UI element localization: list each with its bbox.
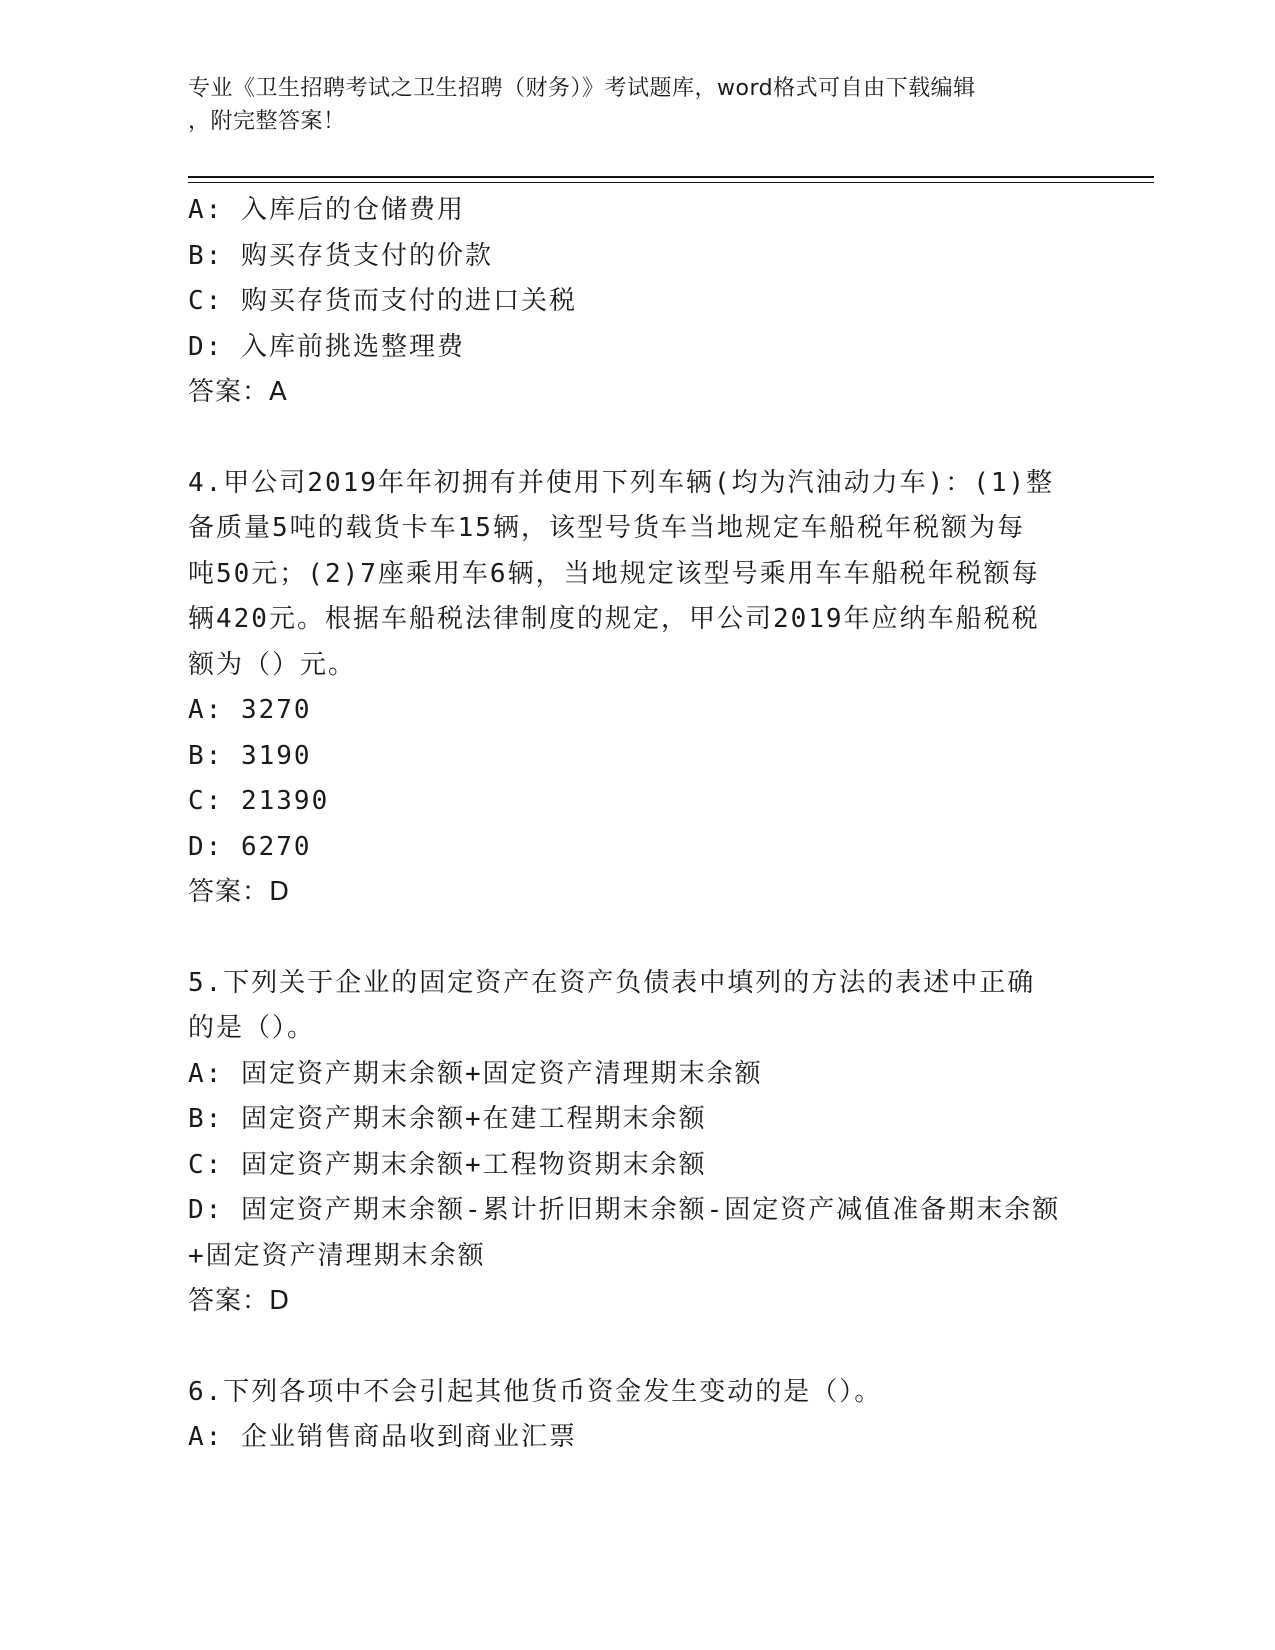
question-stem-line: 6.下列各项中不会引起其他货币资金发生变动的是（）。 <box>188 1376 883 1407</box>
option-c: C: 购买存货而支付的进口关税 <box>188 286 577 316</box>
answer-line: 答案：D <box>188 1286 291 1316</box>
document-header <box>188 72 1068 138</box>
question-stem-line: 5.下列关于企业的固定资产在资产负债表中填列的方法的表述中正确 <box>188 967 1036 998</box>
question-stem-line: 辆420元。根据车船税法律制度的规定，甲公司2019年应纳车船税税 <box>188 604 1040 634</box>
question-stem-line: 备质量5吨的载货卡车15辆，该型号货车当地规定车船税年税额为每 <box>188 513 1025 543</box>
spacer <box>188 1325 1088 1370</box>
question-5 <box>188 961 1088 1325</box>
option-a: A: 企业销售商品收到商业汇票 <box>188 1422 577 1452</box>
question-3 <box>188 188 1088 416</box>
header-line-1: 专业《卫生招聘考试之卫生招聘（财务）》考试题库，word格式可自由下载编辑 <box>188 76 976 101</box>
answer-line: 答案：D <box>188 877 291 907</box>
option-a: A: 固定资产期末余额+固定资产清理期末余额 <box>188 1058 763 1089</box>
answer-line: 答案：A <box>188 377 288 407</box>
option-a: A: 3270 <box>188 695 312 725</box>
spacer <box>188 416 1088 461</box>
option-d-continued: +固定资产清理期末余额 <box>188 1240 486 1271</box>
question-stem-line: 吨50元；(2)7座乘用车6辆，当地规定该型号乘用车车船税年税额每 <box>188 558 1040 589</box>
header-rule-thick <box>188 176 1154 178</box>
option-a: A: 入库后的仓储费用 <box>188 195 465 225</box>
question-list <box>188 188 1088 1461</box>
option-b: B: 固定资产期末余额+在建工程期末余额 <box>188 1104 707 1134</box>
option-d: D: 6270 <box>188 831 312 862</box>
question-4 <box>188 461 1088 916</box>
spacer <box>188 916 1088 961</box>
question-stem-line: 的是（）。 <box>188 1013 316 1043</box>
option-c: C: 21390 <box>188 786 330 816</box>
question-stem-line: 4.甲公司2019年年初拥有并使用下列车辆(均为汽油动力车)：(1)整 <box>188 467 1055 498</box>
option-d: D: 入库前挑选整理费 <box>188 331 465 362</box>
question-stem-line: 额为（）元。 <box>188 649 357 680</box>
header-rule-thin <box>188 182 1154 183</box>
option-b: B: 3190 <box>188 740 312 771</box>
option-c: C: 固定资产期末余额+工程物资期末余额 <box>188 1149 707 1180</box>
question-6 <box>188 1370 1088 1461</box>
header-line-2: ，附完整答案！ <box>188 109 346 134</box>
option-b: B: 购买存货支付的价款 <box>188 240 493 271</box>
option-d: D: 固定资产期末余额-累计折旧期末余额-固定资产减值准备期末余额 <box>188 1195 1061 1225</box>
